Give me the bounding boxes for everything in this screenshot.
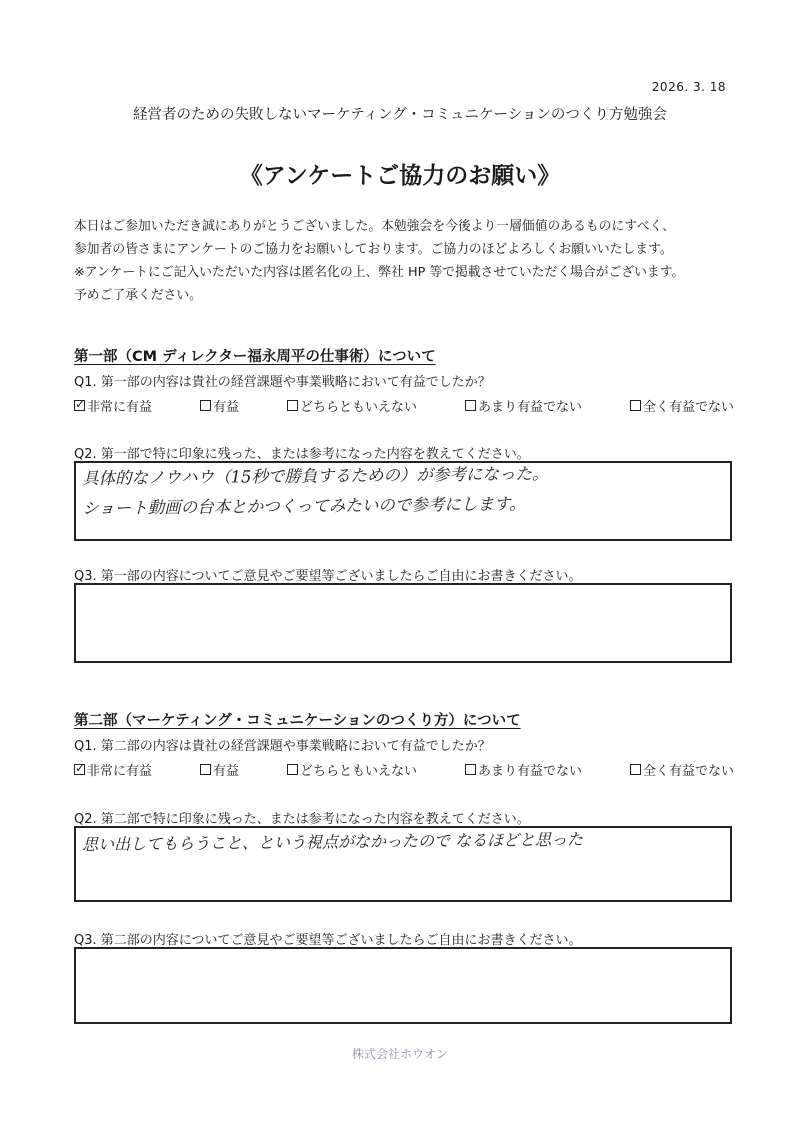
rating-option[interactable]	[465, 760, 582, 779]
handwritten-answer-line: 具体的なノウハウ（15秒で勝負するための）が参考になった。	[81, 464, 549, 488]
section1-q3-label: Q3. 第一部の内容についてご意見やご要望等ございましたらご自由にお書きください。	[74, 569, 582, 584]
rating-checkbox[interactable]	[630, 764, 641, 775]
event-subtitle: 経営者のための失敗しないマーケティング・コミュニケーションのつくり方勉強会	[133, 107, 667, 123]
section2-q3-label: Q3. 第二部の内容についてご意見やご要望等ございましたらご自由にお書きください。	[74, 933, 582, 948]
section2-q2-answer-box[interactable]	[74, 826, 732, 902]
rating-checkbox[interactable]	[465, 400, 476, 411]
intro-line: 参加者の皆さまにアンケートのご協力をお願いしております。ご協力のほどよろしくお願いいたします。	[74, 242, 673, 257]
rating-option[interactable]	[74, 396, 152, 415]
rating-checkbox[interactable]	[200, 764, 211, 775]
section2-q3-answer-box[interactable]	[74, 947, 732, 1024]
section1-q2-label: Q2. 第一部で特に印象に残った、または参考になった内容を教えてください。	[74, 447, 530, 462]
rating-option-label: 有益	[212, 400, 239, 415]
rating-checkbox[interactable]	[200, 400, 211, 411]
intro-line: ※アンケートにご記入いただいた内容は匿名化の上、弊社 HP 等で掲載させていただく場合がございます。	[74, 265, 685, 280]
rating-option-label: 有益	[212, 764, 239, 779]
rating-option-label: あまり有益でない	[477, 764, 582, 779]
section2-title: 第二部（マーケティング・コミュニケーションのつくり方）について	[74, 713, 521, 729]
section1-q1-label: Q1. 第一部の内容は貴社の経営課題や事業戦略において有益でしたか？	[74, 375, 491, 390]
rating-option[interactable]	[287, 396, 417, 415]
section1-q2-answer-box[interactable]	[74, 461, 732, 541]
rating-option-label: 非常に有益	[87, 400, 153, 415]
rating-checkbox[interactable]	[630, 400, 641, 411]
rating-option[interactable]	[630, 760, 734, 779]
company-footer: 株式会社ホウオン	[351, 1047, 448, 1061]
rating-option-label: 全く有益でない	[642, 764, 734, 779]
survey-date: 2026. 3. 18	[651, 80, 726, 94]
rating-option-label: どちらともいえない	[299, 400, 417, 415]
rating-option[interactable]	[200, 396, 239, 415]
rating-option-label: どちらともいえない	[299, 764, 417, 779]
rating-option-label: 全く有益でない	[642, 400, 734, 415]
handwritten-answer-line: ショート動画の台本とかつくってみたいので参考にします。	[81, 494, 526, 518]
rating-checkbox[interactable]	[287, 764, 298, 775]
rating-checkbox[interactable]	[74, 764, 85, 775]
rating-option[interactable]	[630, 396, 734, 415]
section2-q1-options	[74, 760, 734, 779]
section1-q3-answer-box[interactable]	[74, 583, 732, 663]
section2-q1-label: Q1. 第二部の内容は貴社の経営課題や事業戦略において有益でしたか？	[74, 739, 491, 754]
rating-checkbox[interactable]	[465, 764, 476, 775]
page-title: 《アンケートご協力のお願い》	[239, 163, 561, 189]
section2-q2-label: Q2. 第二部で特に印象に残った、または参考になった内容を教えてください。	[74, 812, 530, 827]
rating-option[interactable]	[74, 760, 152, 779]
rating-option-label: あまり有益でない	[477, 400, 582, 415]
intro-text	[74, 215, 754, 307]
rating-checkbox[interactable]	[74, 400, 85, 411]
handwritten-answer-line: 思い出してもらうこと、という視点がなかったので なるほどと思った	[81, 829, 584, 854]
section1-title: 第一部（CM ディレクター福永周平の仕事術）について	[74, 349, 436, 365]
rating-checkbox[interactable]	[287, 400, 298, 411]
rating-option[interactable]	[200, 760, 239, 779]
section1-q1-options	[74, 396, 734, 415]
intro-line: 本日はご参加いただき誠にありがとうございました。本勉強会を今後より一層価値のあるものにすべく、	[74, 219, 675, 234]
intro-line: 予めご了承ください。	[74, 288, 202, 303]
rating-option[interactable]	[465, 396, 582, 415]
rating-option-label: 非常に有益	[87, 764, 153, 779]
rating-option[interactable]	[287, 760, 417, 779]
